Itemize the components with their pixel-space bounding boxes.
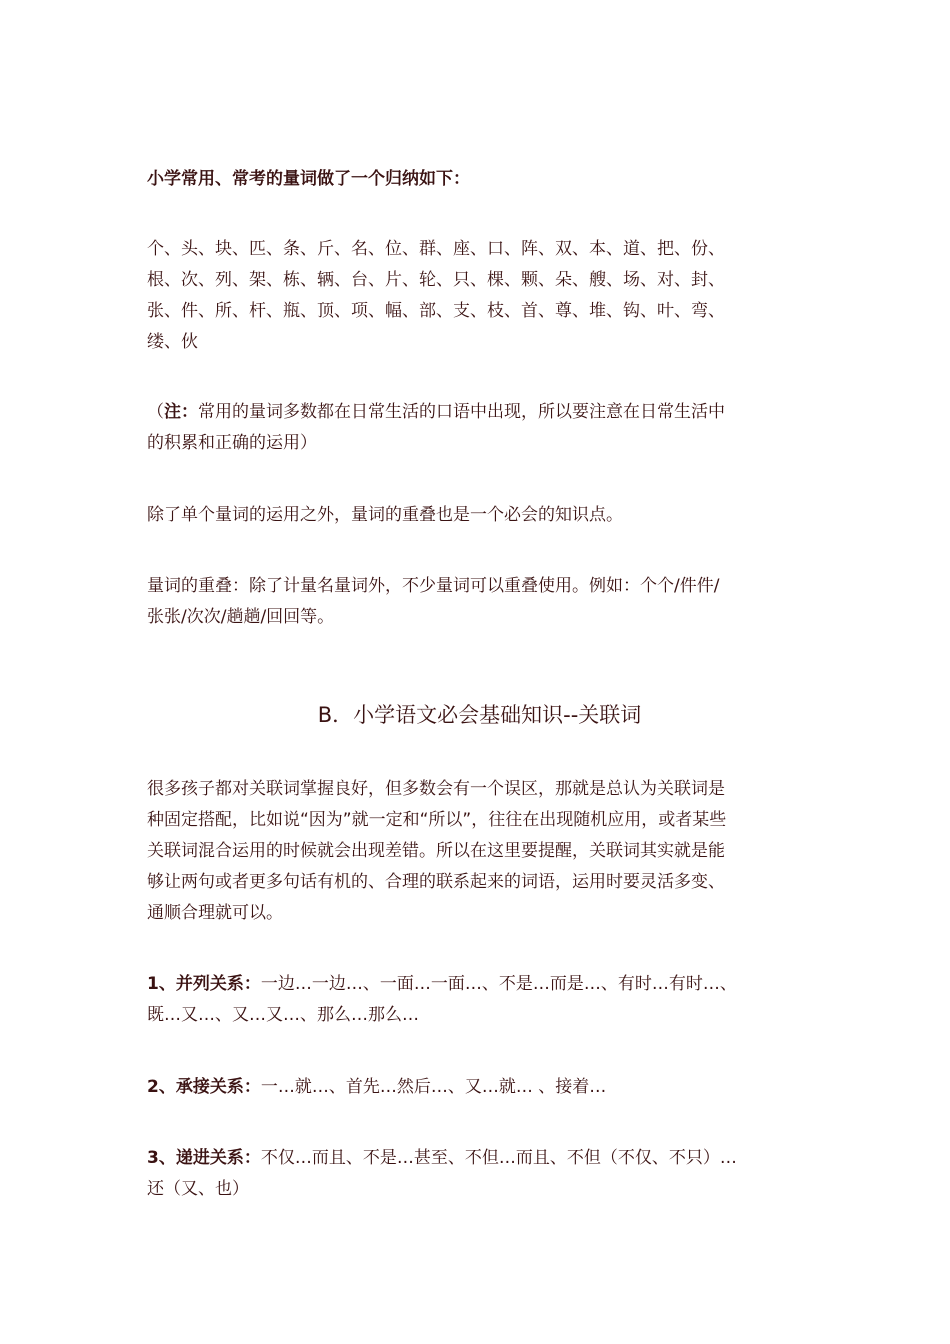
conjunctions-intro	[147, 774, 812, 929]
conjunctions-intro-line: 通顺合理就可以。	[147, 903, 283, 923]
relation-item-sequential	[147, 1072, 812, 1103]
relation-label: 1、并列关系：	[147, 974, 261, 994]
reduplication-paragraph	[147, 571, 812, 633]
note-paragraph	[147, 397, 812, 459]
conjunctions-intro-line: 关联词混合运用的时候就会出现差错。所以在这里要提醒，关联词其实就是能	[147, 841, 725, 861]
relation-line-1	[147, 1072, 812, 1103]
note-line-1	[147, 397, 812, 428]
relation-text: 不仅…而且、不是…甚至、不但…而且、不但（不仅、不只）…	[260, 1148, 737, 1168]
relation-line-2: 还（又、也）	[147, 1179, 249, 1199]
measure-words-line: 缕、伙	[147, 332, 198, 352]
relation-item-progressive	[147, 1143, 812, 1205]
conjunctions-intro-line: 很多孩子都对关联词掌握良好，但多数会有一个误区，那就是总认为关联词是	[147, 779, 725, 799]
relation-line-2: 既…又…、又…又…、那么…那么…	[147, 1005, 419, 1025]
reduplication-line-1: 量词的重叠：除了计量名量词外，不少量词可以重叠使用。例如：个个/件件/	[147, 576, 720, 596]
reduplication-line-2: 张张/次次/趟趟/回回等。	[147, 607, 335, 627]
relation-line-1	[147, 969, 812, 1000]
measure-words-list	[147, 234, 812, 358]
relation-label: 3、递进关系：	[147, 1148, 261, 1168]
note-text: 常用的量词多数都在日常生活的口语中出现，所以要注意在日常生活中	[198, 402, 725, 422]
section-b-heading: B．小学语文必会基础知识--关联词	[317, 703, 642, 727]
measure-words-line: 个、头、块、匹、条、斤、名、位、群、座、口、阵、双、本、道、把、份、	[147, 239, 725, 259]
measure-words-line: 根、次、列、架、栋、辆、台、片、轮、只、棵、颗、朵、艘、场、对、封、	[147, 270, 725, 290]
reduplication-intro: 除了单个量词的运用之外，量词的重叠也是一个必会的知识点。	[147, 505, 623, 525]
note-open-paren: （	[147, 402, 164, 422]
relation-item-parallel	[147, 969, 812, 1031]
conjunctions-intro-line: 够让两句或者更多句话有机的、合理的联系起来的词语，运用时要灵活多变、	[147, 872, 725, 892]
intro-title: 小学常用、常考的量词做了一个归纳如下：	[147, 169, 470, 189]
conjunctions-intro-line: 种固定搭配，比如说“因为”就一定和“所以”，往往在出现随机应用，或者某些	[147, 810, 727, 830]
relation-text: 一边…一边…、一面…一面…、不是…而是…、有时…有时…、	[260, 974, 737, 994]
measure-words-line: 张、件、所、杆、瓶、顶、项、幅、部、支、枝、首、尊、堆、钩、叶、弯、	[147, 301, 725, 321]
note-label: 注：	[164, 402, 198, 422]
relation-label: 2、承接关系：	[147, 1077, 261, 1097]
relation-line-1	[147, 1143, 812, 1174]
note-line-2: 的积累和正确的运用）	[147, 433, 317, 453]
relation-text: 一…就…、首先…然后…、又…就… 、接着…	[260, 1077, 607, 1097]
